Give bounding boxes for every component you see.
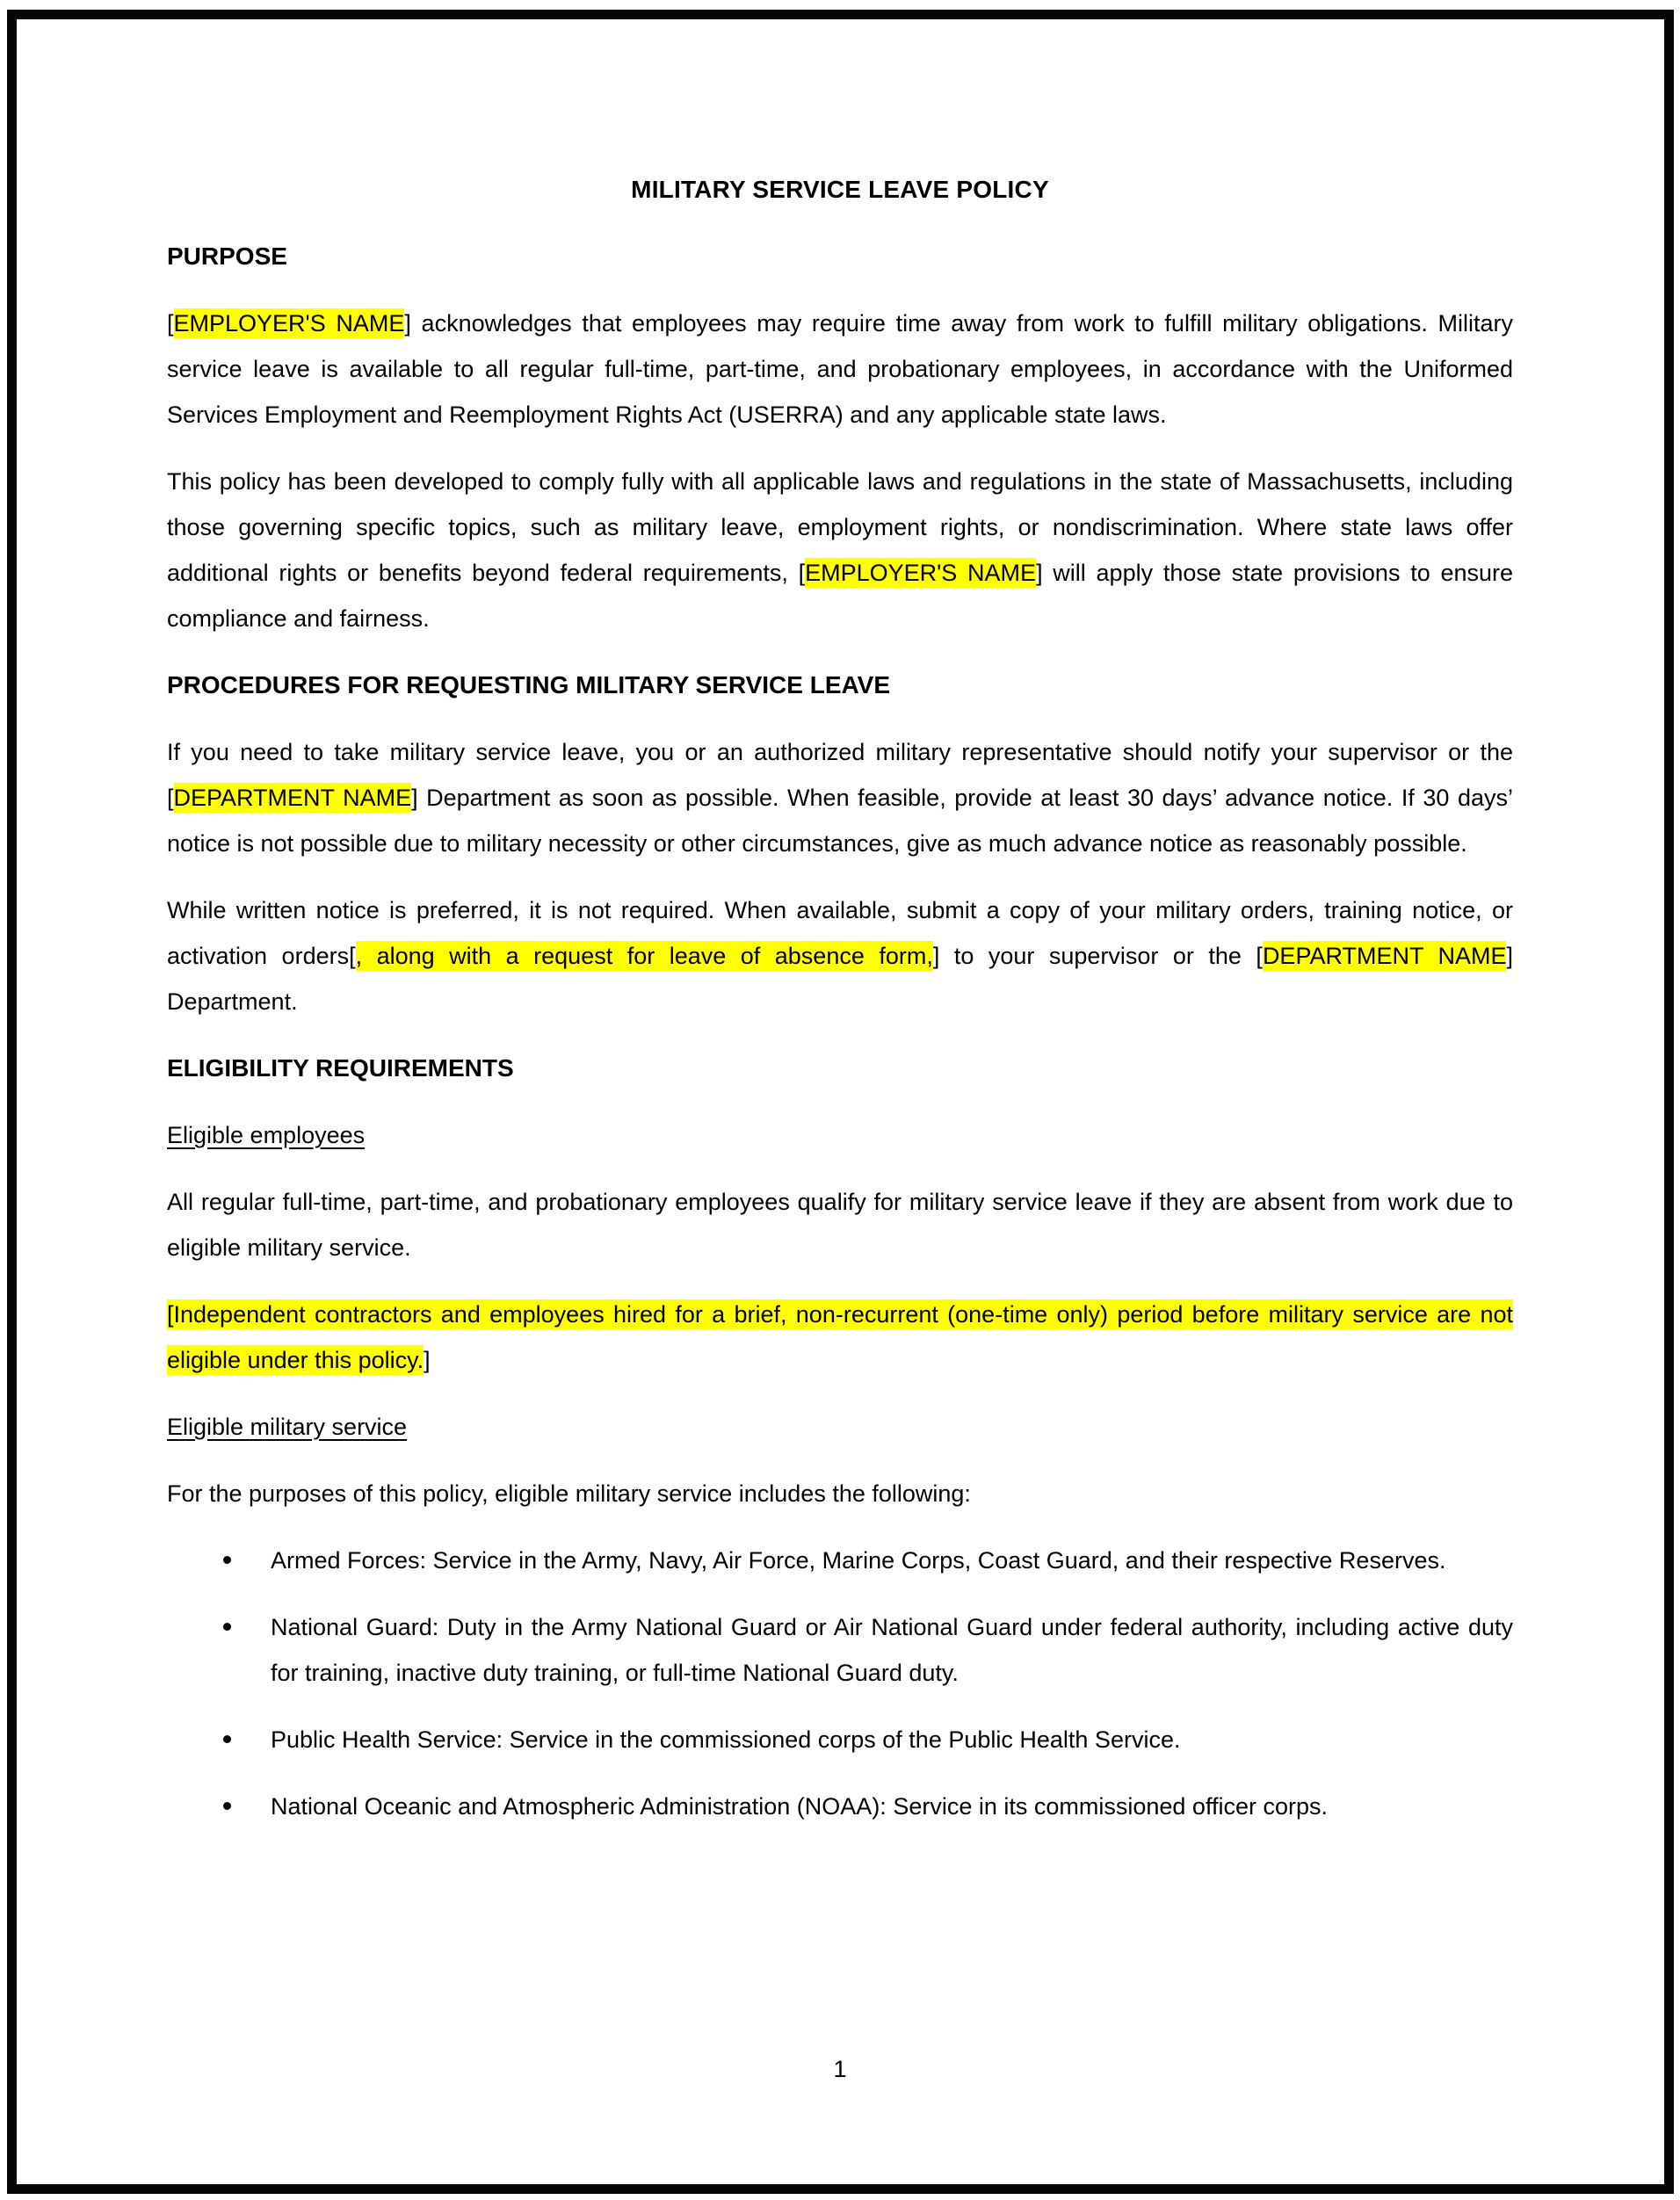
subheading-eligible-military-service: Eligible military service <box>167 1414 408 1440</box>
text-run: ] acknowledges that employees may require time away from work to fulfill military obligations. Military service leave is available to all regular full-time, part-time, and probationary employees, in accordance with the Uniformed Services Employment and Reemployment Rights Act (USERRA) and any applicable state laws. <box>167 310 1514 428</box>
eligibility-paragraph-1: All regular full-time, part-time, and probationary employees qualify for military service leave if they are absent from work due to eligible military service. <box>167 1189 1513 1261</box>
text-run: Armed Forces: Service in the Army, Navy, Air Force, Marine Corps, Coast Guard, and their respective Reserves. <box>271 1547 1446 1574</box>
text-run: While written notice is preferred, it is not required. When available, submit a copy of your military orders, training notice, or activation orders[ <box>167 897 1513 969</box>
department-name-placeholder: DEPARTMENT NAME <box>173 785 412 811</box>
eligibility-paragraph-2 <box>167 1292 1513 1383</box>
page-footer <box>0 2046 1680 2092</box>
purpose-heading: PURPOSE <box>167 242 287 270</box>
procedures-paragraph-2 <box>167 887 1513 1024</box>
eligible-service-list <box>167 1538 1513 1829</box>
procedures-paragraph-1 <box>167 729 1513 866</box>
text-run: ] <box>424 1347 431 1373</box>
employers-name-placeholder: EMPLOYER'S NAME <box>173 310 405 337</box>
document-title: MILITARY SERVICE LEAVE POLICY <box>631 176 1049 203</box>
department-name-placeholder: DEPARTMENT NAME <box>1262 943 1507 969</box>
eligibility-heading: ELIGIBILITY REQUIREMENTS <box>167 1054 514 1082</box>
subheading-eligible-employees: Eligible employees <box>167 1122 366 1148</box>
text-run: ] will apply those state provisions to ensure compliance and fairness. <box>167 560 1514 632</box>
list-item-national-guard <box>167 1604 1513 1696</box>
list-item-public-health-service <box>167 1717 1513 1762</box>
text-run: National Guard: Duty in the Army National Guard or Air National Guard under federal authority, including active duty for training, inactive duty training, or full-time National Guard duty. <box>271 1614 1513 1686</box>
list-item-armed-forces <box>167 1538 1513 1583</box>
document-content <box>167 167 1513 1850</box>
procedures-heading: PROCEDURES FOR REQUESTING MILITARY SERVICE LEAVE <box>167 671 890 698</box>
text-run: ] Department. <box>167 943 1513 1015</box>
text-run: ] Department as soon as possible. When feasible, provide at least 30 days’ advance notice. If 30 days’ notice is not possible due to military necessity or other circumstances, give as much advance notice as reasonably possible. <box>167 785 1513 857</box>
text-run: ] to your supervisor or the [ <box>932 943 1263 969</box>
page-number: 1 <box>833 2056 847 2082</box>
text-run: National Oceanic and Atmospheric Administration (NOAA): Service in its commissioned officer corps. <box>271 1793 1328 1820</box>
text-run: Public Health Service: Service in the commissioned corps of the Public Health Service. <box>271 1726 1181 1753</box>
list-item-noaa <box>167 1784 1513 1829</box>
purpose-paragraph-1 <box>167 300 1513 438</box>
employers-name-placeholder: EMPLOYER'S NAME <box>805 560 1037 586</box>
contractors-clause-highlight: [Independent contractors and employees hired for a brief, non-recurrent (one-time only) period before military service are not eligible under this policy. <box>167 1301 1513 1373</box>
leave-form-clause-highlight: , along with a request for leave of absence form, <box>355 943 933 969</box>
purpose-paragraph-2 <box>167 459 1513 641</box>
text-run: This policy has been developed to comply fully with all applicable laws and regulations in the state of Massachusetts, including those governing specific topics, such as military leave, employment rights, or nondiscrimination. Where state laws offer additional rights or benefits beyond federal requirements, [ <box>167 468 1513 586</box>
eligibility-paragraph-3: For the purposes of this policy, eligible military service includes the following: <box>167 1480 971 1507</box>
text-run: If you need to take military service leave, you or an authorized military representative should notify your supervisor or the [ <box>167 739 1513 811</box>
text-run: [ <box>167 310 174 337</box>
